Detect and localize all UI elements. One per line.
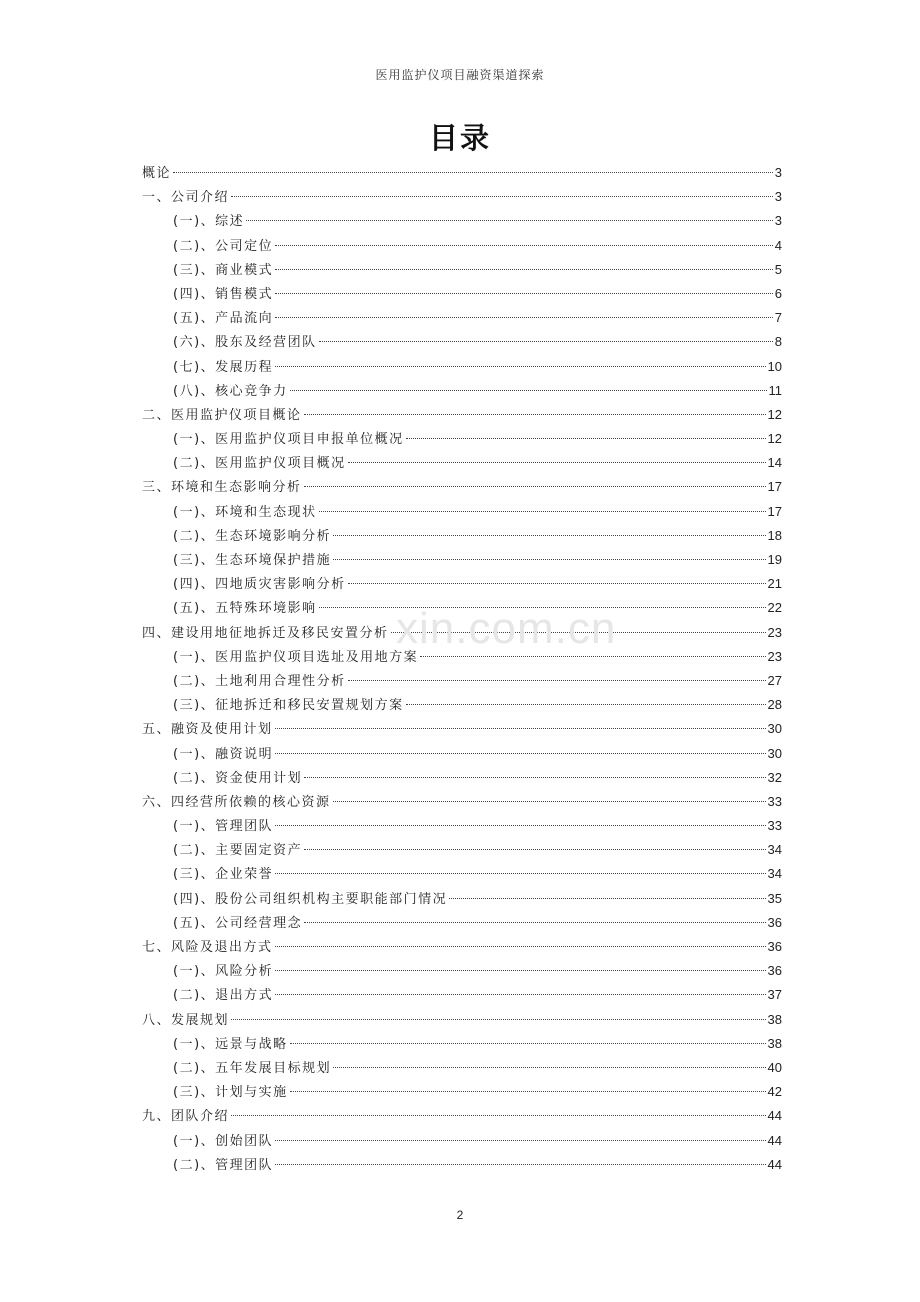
toc-entry-label: (二)、主要固定资产: [173, 843, 303, 859]
toc-entry-label: (四)、股份公司组织机构主要职能部门情况: [173, 891, 448, 907]
toc-page-number: 23: [767, 624, 782, 640]
toc-page-number: 23: [767, 648, 782, 664]
toc-dot-leader: [275, 994, 765, 995]
toc-page-number: 6: [774, 285, 782, 301]
toc-entry-label: (三)、企业荣誉: [173, 867, 274, 883]
toc-page-number: 44: [767, 1108, 782, 1124]
toc-dot-leader: [391, 632, 766, 633]
toc-dot-leader: [275, 970, 765, 971]
toc-dot-leader: [290, 390, 767, 391]
toc-subsection-entry[interactable]: [142, 1032, 782, 1056]
toc-entry-label: (二)、医用监护仪项目概况: [173, 456, 346, 472]
toc-dot-leader: [304, 849, 765, 850]
toc-subsection-entry[interactable]: [142, 282, 782, 306]
toc-subsection-entry[interactable]: [142, 572, 782, 596]
toc-page-number: 27: [767, 672, 782, 688]
toc-entry-label: 三、环境和生态影响分析: [142, 480, 302, 496]
toc-dot-leader: [275, 825, 765, 826]
toc-page-number: 36: [767, 914, 782, 930]
toc-subsection-entry[interactable]: [142, 500, 782, 524]
toc-dot-leader: [275, 269, 773, 270]
table-of-contents: [142, 161, 782, 1177]
toc-page-number: 32: [767, 769, 782, 785]
toc-page-number: 3: [774, 189, 782, 205]
toc-page-number: 36: [767, 963, 782, 979]
toc-section-entry[interactable]: [142, 1008, 782, 1032]
toc-entry-label: (一)、医用监护仪项目选址及用地方案: [173, 649, 419, 665]
toc-entry-label: 八、发展规划: [142, 1012, 230, 1028]
toc-subsection-entry[interactable]: [142, 209, 782, 233]
toc-dot-leader: [231, 1019, 766, 1020]
toc-subsection-entry[interactable]: [142, 669, 782, 693]
toc-dot-leader: [304, 922, 765, 923]
toc-page-number: 36: [767, 939, 782, 954]
toc-dot-leader: [290, 1091, 766, 1092]
toc-subsection-entry[interactable]: [142, 645, 782, 669]
toc-page-number: 19: [767, 552, 782, 567]
toc-entry-label: 一、公司介绍: [142, 190, 230, 206]
toc-dot-leader: [319, 511, 766, 512]
toc-page-number: 22: [767, 600, 782, 616]
toc-dot-leader: [275, 946, 766, 947]
toc-section-entry[interactable]: [142, 475, 782, 499]
toc-entry-label: 二、医用监护仪项目概论: [142, 407, 302, 423]
toc-subsection-entry[interactable]: [142, 379, 782, 403]
toc-section-entry[interactable]: [142, 935, 782, 959]
toc-page-number: 35: [767, 890, 782, 906]
toc-section-entry[interactable]: [142, 717, 782, 741]
toc-page-number: 21: [767, 576, 782, 592]
toc-entry-label: (八)、核心竞争力: [173, 383, 288, 399]
toc-subsection-entry[interactable]: [142, 427, 782, 451]
toc-entry-label: (三)、征地拆迁和移民安置规划方案: [173, 698, 404, 714]
toc-subsection-entry[interactable]: [142, 1080, 782, 1104]
toc-section-entry[interactable]: [142, 185, 782, 209]
toc-entry-label: (五)、产品流向: [173, 311, 274, 327]
toc-subsection-entry[interactable]: [142, 355, 782, 379]
page-number: 2: [456, 1208, 464, 1222]
toc-page-number: 3: [774, 165, 782, 180]
toc-entry-label: (五)、公司经营理念: [173, 915, 303, 931]
toc-page-number: 30: [767, 745, 782, 761]
toc-entry-label: 九、团队介绍: [142, 1109, 230, 1125]
toc-dot-leader: [348, 462, 766, 463]
toc-page-number: 12: [767, 431, 782, 447]
toc-entry-label: (一)、管理团队: [173, 819, 274, 835]
toc-dot-leader: [231, 196, 773, 197]
toc-dot-leader: [319, 607, 766, 608]
toc-page-number: 18: [767, 527, 782, 543]
toc-page-number: 7: [774, 310, 782, 326]
toc-dot-leader: [275, 245, 773, 246]
toc-section-entry[interactable]: [142, 403, 782, 427]
running-header: 医用监护仪项目融资渠道探索: [375, 68, 545, 82]
toc-subsection-entry[interactable]: [142, 838, 782, 862]
toc-dot-leader: [304, 486, 766, 487]
toc-dot-leader: [333, 559, 765, 560]
toc-page-number: 30: [767, 721, 782, 737]
toc-page-number: 12: [767, 406, 782, 422]
toc-entry-label: (二)、生态环境影响分析: [173, 528, 332, 544]
toc-subsection-entry[interactable]: [142, 330, 782, 354]
toc-entry-label: (三)、计划与实施: [173, 1085, 288, 1101]
toc-entry-label: (二)、土地利用合理性分析: [173, 673, 346, 689]
toc-dot-leader: [275, 1140, 765, 1141]
toc-page-number: 3: [774, 213, 782, 229]
toc-dot-leader: [304, 414, 766, 415]
toc-subsection-entry[interactable]: [142, 814, 782, 838]
toc-dot-leader: [231, 1115, 766, 1116]
toc-dot-leader: [348, 680, 766, 681]
toc-page-number: 5: [774, 261, 782, 277]
toc-entry-label: (二)、公司定位: [173, 238, 274, 254]
toc-page-number: 8: [774, 334, 782, 350]
toc-page-number: 42: [767, 1084, 782, 1100]
toc-page-number: 33: [767, 793, 782, 809]
toc-dot-leader: [348, 583, 766, 584]
toc-subsection-entry[interactable]: [142, 524, 782, 548]
toc-dot-leader: [304, 777, 765, 778]
toc-dot-leader: [406, 704, 766, 705]
toc-subsection-entry[interactable]: [142, 548, 782, 572]
toc-dot-leader: [275, 728, 766, 729]
toc-subsection-entry[interactable]: [142, 306, 782, 330]
toc-page-number: 44: [767, 1156, 782, 1172]
toc-entry-label: (六)、股东及经营团队: [173, 335, 317, 351]
toc-dot-leader: [333, 801, 766, 802]
toc-page-number: 38: [767, 1035, 782, 1051]
toc-subsection-entry[interactable]: [142, 234, 782, 258]
toc-subsection-entry[interactable]: [142, 1056, 782, 1080]
toc-subsection-entry[interactable]: [142, 258, 782, 282]
toc-page-number: 40: [767, 1059, 782, 1075]
toc-page-number: 38: [767, 1011, 782, 1027]
toc-entry-label: (二)、资金使用计划: [173, 770, 303, 786]
toc-page-number: 14: [767, 455, 782, 471]
toc-subsection-entry[interactable]: [142, 983, 782, 1007]
toc-section-entry[interactable]: [142, 161, 782, 185]
toc-page-number: 17: [767, 479, 782, 495]
toc-dot-leader: [275, 873, 765, 874]
toc-subsection-entry[interactable]: [142, 911, 782, 935]
toc-dot-leader: [406, 438, 766, 439]
toc-dot-leader: [275, 293, 773, 294]
toc-dot-leader: [290, 1043, 766, 1044]
toc-entry-label: (二)、管理团队: [173, 1157, 274, 1173]
toc-dot-leader: [246, 220, 773, 221]
toc-dot-leader: [275, 317, 773, 318]
toc-page-number: 37: [767, 987, 782, 1003]
toc-page-number: 10: [767, 358, 782, 374]
toc-entry-label: 六、四经营所依赖的核心资源: [142, 794, 331, 810]
toc-page-number: 4: [774, 237, 782, 253]
toc-dot-leader: [275, 366, 765, 367]
toc-subsection-entry[interactable]: [142, 959, 782, 983]
toc-dot-leader: [333, 1067, 765, 1068]
toc-subsection-entry[interactable]: [142, 1129, 782, 1153]
toc-subsection-entry[interactable]: [142, 596, 782, 620]
toc-entry-label: (一)、风险分析: [173, 964, 274, 980]
toc-subsection-entry[interactable]: [142, 862, 782, 886]
toc-dot-leader: [333, 535, 765, 536]
toc-entry-label: (三)、商业模式: [173, 262, 274, 278]
toc-entry-label: (一)、创始团队: [173, 1133, 274, 1149]
toc-entry-label: (二)、五年发展目标规划: [173, 1060, 332, 1076]
toc-entry-label: (一)、医用监护仪项目申报单位概况: [173, 432, 404, 448]
toc-entry-label: (一)、融资说明: [173, 746, 274, 762]
toc-page-number: 11: [768, 382, 782, 398]
toc-subsection-entry[interactable]: [142, 1153, 782, 1177]
toc-entry-label: 七、风险及退出方式: [142, 940, 273, 955]
toc-section-entry[interactable]: [142, 790, 782, 814]
toc-dot-leader: [275, 1164, 765, 1165]
toc-dot-leader: [275, 753, 765, 754]
toc-entry-label: (四)、销售模式: [173, 286, 274, 302]
toc-page-number: 44: [767, 1132, 782, 1148]
toc-entry-label: (二)、退出方式: [173, 988, 274, 1004]
toc-entry-label: (五)、五特殊环境影响: [173, 601, 317, 617]
toc-page-number: 34: [767, 842, 782, 858]
toc-dot-leader: [173, 172, 773, 173]
toc-page-number: 33: [767, 818, 782, 834]
toc-entry-label: (一)、综述: [173, 214, 245, 230]
toc-dot-leader: [420, 656, 765, 657]
toc-subsection-entry[interactable]: [142, 693, 782, 717]
toc-page-number: 17: [767, 503, 782, 519]
toc-section-entry[interactable]: [142, 621, 782, 645]
toc-entry-label: 概论: [142, 166, 172, 181]
toc-entry-label: 五、融资及使用计划: [142, 722, 273, 738]
toc-subsection-entry[interactable]: [142, 887, 782, 911]
toc-entry-label: (七)、发展历程: [173, 359, 274, 375]
toc-entry-label: (三)、生态环境保护措施: [173, 553, 332, 568]
toc-page-number: 28: [767, 697, 782, 713]
toc-subsection-entry[interactable]: [142, 766, 782, 790]
toc-subsection-entry[interactable]: [142, 451, 782, 475]
toc-entry-label: (一)、远景与战略: [173, 1036, 288, 1052]
toc-subsection-entry[interactable]: [142, 742, 782, 766]
watermark: xin.com.cn: [396, 604, 617, 653]
toc-entry-label: (一)、环境和生态现状: [173, 504, 317, 520]
toc-dot-leader: [319, 341, 773, 342]
toc-entry-label: (四)、四地质灾害影响分析: [173, 577, 346, 593]
toc-page-number: 34: [767, 866, 782, 882]
toc-section-entry[interactable]: [142, 1104, 782, 1128]
page-title: 目录: [428, 121, 491, 155]
toc-dot-leader: [449, 898, 765, 899]
toc-entry-label: 四、建设用地征地拆迁及移民安置分析: [142, 625, 389, 641]
